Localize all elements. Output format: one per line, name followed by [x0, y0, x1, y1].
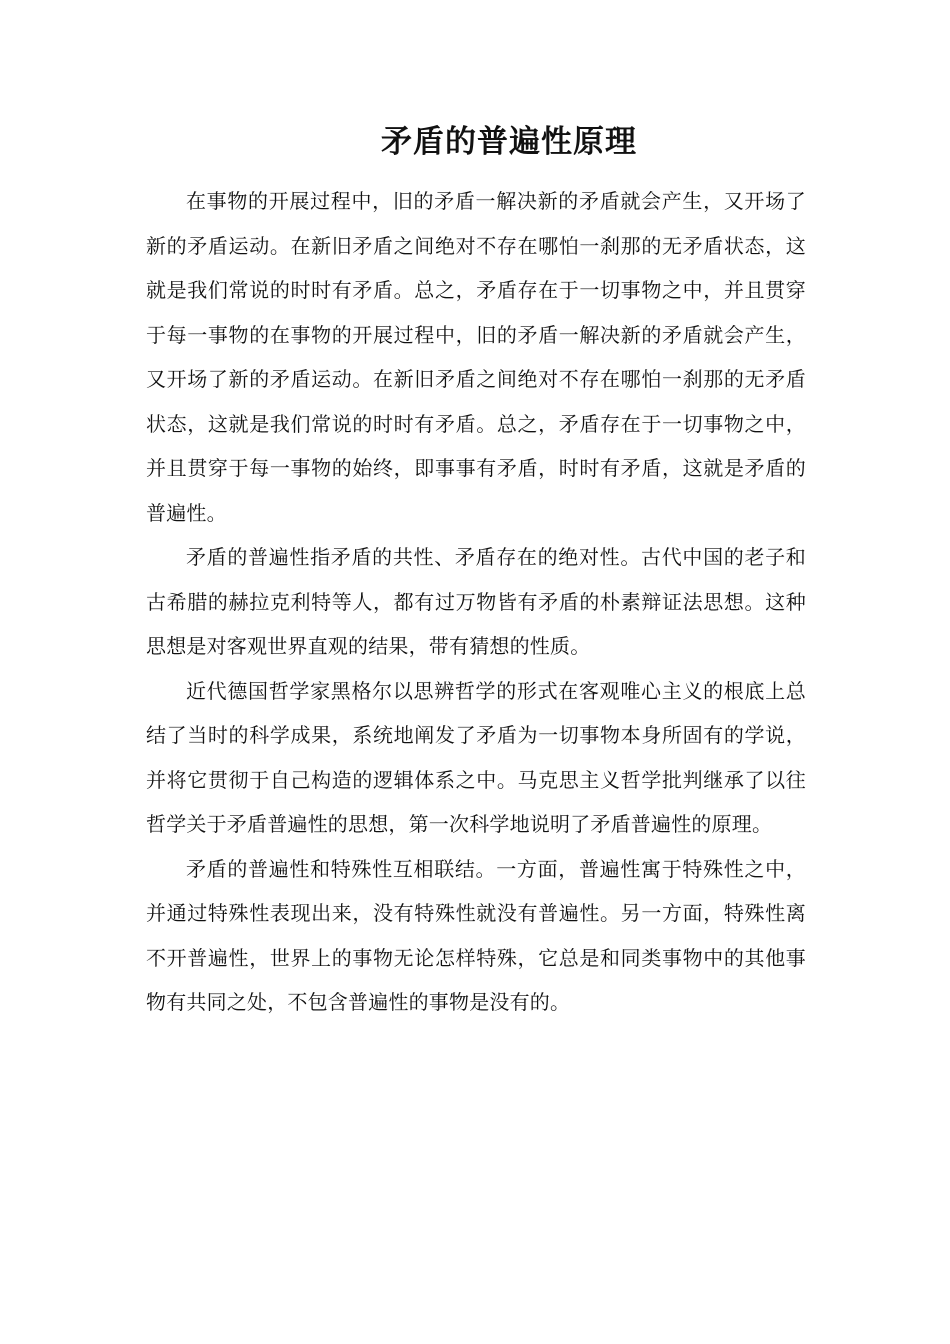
paragraph-1: 在事物的开展过程中，旧的矛盾一解决新的矛盾就会产生，又开场了新的矛盾运动。在新旧矛盾之间绝对不存在哪怕一刹那的无矛盾状态，这就是我们常说的时时有矛盾。总之，矛盾存在于一切事物之中，并且贯穿于每一事物的在事物的开展过程中，旧的矛盾一解决新的矛盾就会产生，又开场了新的矛盾运动。在新旧矛盾之间绝对不存在哪怕一刹那的无矛盾状态，这就是我们常说的时时有矛盾。总之，矛盾存在于一切事物之中，并且贯穿于每一事物的始终，即事事有矛盾，时时有矛盾，这就是矛盾的普遍性。 — [146, 189, 806, 525]
document-body — [146, 179, 806, 1025]
paragraph-3: 近代德国哲学家黑格尔以思辨哲学的形式在客观唯心主义的根底上总结了当时的科学成果，系统地阐发了矛盾为一切事物本身所固有的学说，并将它贯彻于自己构造的逻辑体系之中。马克思主义哲学批判继承了以往哲学关于矛盾普遍性的思想，第一次科学地说明了矛盾普遍性的原理。 — [146, 678, 806, 836]
paragraph-4: 矛盾的普遍性和特殊性互相联结。一方面，普遍性寓于特殊性之中，并通过特殊性表现出来，没有特殊性就没有普遍性。另一方面，特殊性离不开普遍性，世界上的事物无论怎样特殊，它总是和同类事物中的其他事物有共同之处，不包含普遍性的事物是没有的。 — [146, 856, 806, 1014]
paragraph-2: 矛盾的普遍性指矛盾的共性、矛盾存在的绝对性。古代中国的老子和古希腊的赫拉克利特等人，都有过万物皆有矛盾的朴素辩证法思想。这种思想是对客观世界直观的结果，带有猜想的性质。 — [146, 545, 806, 658]
document-title: 矛盾的普遍性原理 — [381, 124, 637, 160]
